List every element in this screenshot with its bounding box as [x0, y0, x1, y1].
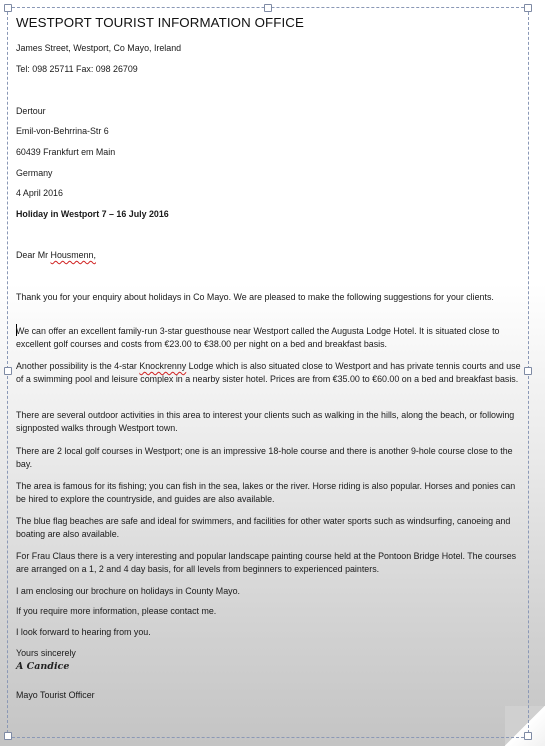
- sender-contact: Tel: 098 25711 Fax: 098 26709: [16, 64, 138, 74]
- sender-address: James Street, Westport, Co Mayo, Ireland: [16, 43, 182, 53]
- closing-line: If you require more information, please contact me.: [16, 606, 217, 616]
- resize-handle-left[interactable]: [4, 367, 12, 375]
- recipient-line: 60439 Frankfurt em Main: [16, 147, 116, 157]
- lodge-text-after: Lodge which is also situated close to Westport and has private tennis courts and use of a swimming pool and leisure complex in a nearby sister hotel. Prices are from €35.00 to €60.00 on a bed and breakfast basis.: [16, 361, 521, 384]
- salutation-prefix: Dear Mr: [16, 250, 51, 260]
- salutation-name: Housmenn,: [50, 250, 96, 260]
- letter-subject: Holiday in Westport 7 – 16 July 2016: [16, 209, 169, 219]
- letterhead-title: WESTPORT TOURIST INFORMATION OFFICE: [16, 15, 304, 30]
- paragraph-golf: There are 2 local golf courses in Westport; one is an impressive 18-hole course and there is another 9-hole course close to the bay.: [16, 446, 513, 469]
- resize-handle-top[interactable]: [264, 4, 272, 12]
- resize-handle-bottom-right[interactable]: [524, 732, 532, 740]
- complimentary-close: Yours sincerely: [16, 648, 76, 658]
- paragraph-intro: Thank you for your enquiry about holidays in Co Mayo. We are pleased to make the following suggestions for your clients.: [16, 292, 494, 302]
- recipient-line: Dertour: [16, 106, 46, 116]
- lodge-text-before: Another possibility is the 4-star: [16, 361, 140, 371]
- paragraph-outdoor-activities: There are several outdoor activities in this area to interest your clients such as walking in the hills, along the beach, or following signposted walks through Westport town.: [16, 410, 515, 433]
- paragraph-beaches: The blue flag beaches are safe and ideal for swimmers, and facilities for other water sports such as windsurfing, canoeing and boating are also available.: [16, 516, 511, 539]
- paragraph-augusta-lodge: We can offer an excellent family-run 3-star guesthouse near Westport called the Augusta Lodge Hotel. It is situated close to excellent golf courses and costs from €23.00 to €38.00 per night on a bed and breakfast basis.: [16, 326, 500, 349]
- paragraph-painting-course: For Frau Claus there is a very interesting and popular landscape painting course held at the Pontoon Bridge Hotel. The courses are arranged on a 1, 2 and 4 day basis, for all levels from beginners to experienced painters.: [16, 551, 517, 574]
- paragraph-fishing: The area is famous for its fishing; you can fish in the sea, lakes or the river. Horse riding is also popular. Horses and ponies can be hired to explore the countryside, and guides are also available.: [16, 481, 516, 504]
- resize-handle-right[interactable]: [524, 367, 532, 375]
- resize-handle-top-right[interactable]: [524, 4, 532, 12]
- signatory-title: Mayo Tourist Officer: [16, 690, 95, 700]
- salutation: [16, 249, 521, 262]
- recipient-line: Emil-von-Behrrina-Str 6: [16, 126, 109, 136]
- paragraph-knockrenny-lodge: [16, 360, 523, 385]
- letter-date: 4 April 2016: [16, 188, 63, 198]
- signature: A Candice: [16, 661, 70, 672]
- lodge-name: Knockrenny: [139, 361, 187, 371]
- closing-line: I am enclosing our brochure on holidays in County Mayo.: [16, 586, 240, 596]
- resize-handle-bottom-left[interactable]: [4, 732, 12, 740]
- closing-line: I look forward to hearing from you.: [16, 627, 151, 637]
- recipient-line: Germany: [16, 168, 53, 178]
- resize-handle-top-left[interactable]: [4, 4, 12, 12]
